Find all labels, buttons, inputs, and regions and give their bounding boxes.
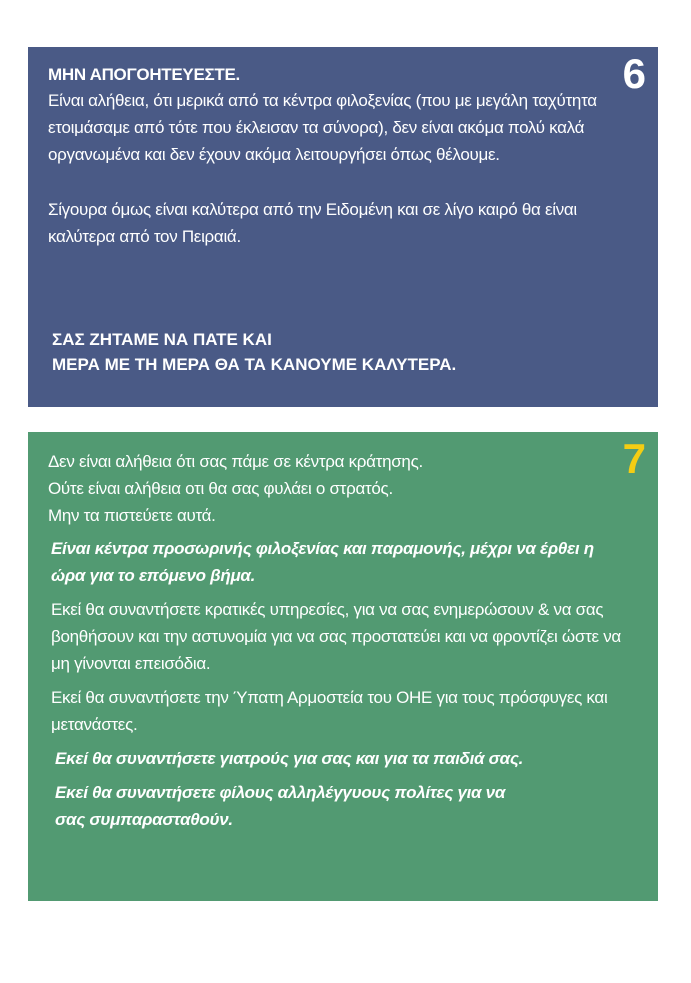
cta-line-1: ΣΑΣ ΖΗΤΑΜΕ ΝΑ ΠΑΤΕ ΚΑΙ (52, 330, 272, 349)
intro-line-1: Δεν είναι αλήθεια ότι σας πάμε σε κέντρα κράτησης. (48, 452, 423, 471)
panel-6-paragraph-1: Είναι αλήθεια, ότι μερικά από τα κέντρα φιλοξενίας (που με μεγάλη ταχύτητα ετοιμάσαμε από τότε που έκλεισαν τα σύνορα), δεν είναι ακόμα πολύ καλά οργανωμένα και δεν έχουν ακόμα λειτουργήσει όπως θέλουμε. (48, 91, 597, 164)
section-number-7: 7 (622, 435, 646, 482)
panel-7-paragraph-1: Εκεί θα συναντήσετε κρατικές υπηρεσίες, για να σας ενημερώσουν & να σας βοηθήσουν και την αστυνομία για να σας προστατεύει και να φροντίζει ώστε να μη γίνονται επεισόδια. (51, 600, 621, 673)
friends-line-2: σας συμπαρασταθούν. (55, 810, 233, 829)
panel-6-heading: ΜΗΝ ΑΠΟΓΟΗΤΕΥΕΣΤΕ. (48, 65, 240, 84)
panel-7-intro (48, 448, 628, 529)
panel-7 (28, 432, 658, 901)
panel-7-bold-statement: Είναι κέντρα προσωρινής φιλοξενίας και παραμονής, μέχρι να έρθει η ώρα για το επόμενο βήμα. (51, 539, 594, 585)
panel-7-doctors-statement: Εκεί θα συναντήσετε γιατρούς για σας και για τα παιδιά σας. (55, 749, 524, 768)
intro-line-3: Μην τα πιστεύετε αυτά. (48, 506, 216, 525)
intro-line-2: Ούτε είναι αλήθεια οτι θα σας φυλάει ο στρατός. (48, 479, 393, 498)
panel-6-paragraph-2: Σίγουρα όμως είναι καλύτερα από την Ειδομένη και σε λίγο καιρό θα είναι καλύτερα από τον Πειραιά. (48, 200, 577, 246)
section-number-6: 6 (622, 50, 646, 97)
cta-line-2: ΜΕΡΑ ΜΕ ΤΗ ΜΕΡΑ ΘΑ ΤΑ ΚΑΝΟΥΜΕ ΚΑΛΥΤΕΡΑ. (52, 355, 457, 374)
panel-6 (28, 47, 658, 407)
friends-line-1: Εκεί θα συναντήσετε φίλους αλληλέγγυους πολίτες για να (55, 783, 506, 802)
panel-6-call-to-action (52, 327, 456, 377)
panel-7-paragraph-2: Εκεί θα συναντήσετε την Ύπατη Αρμοστεία του ΟΗΕ για τους πρόσφυγες και μετανάστες. (51, 688, 608, 734)
panel-7-friends-statement (48, 779, 628, 833)
